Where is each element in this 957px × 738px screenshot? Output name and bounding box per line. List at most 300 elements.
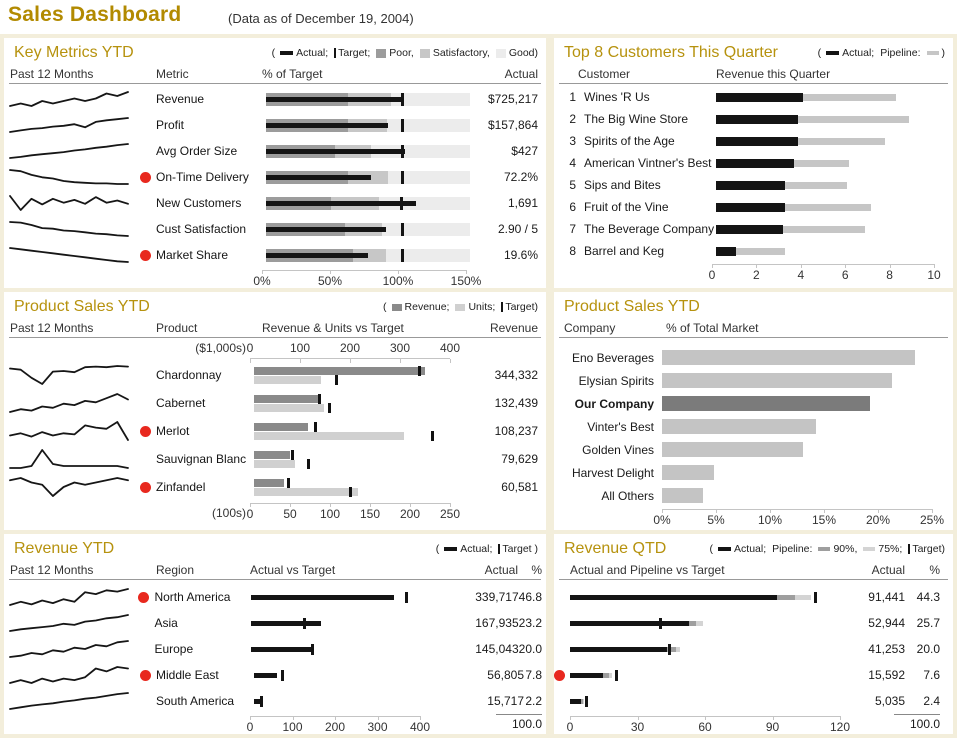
region-row xyxy=(554,584,953,610)
sparkline xyxy=(8,168,130,186)
customer-name: Wines 'R Us xyxy=(584,90,650,104)
column-headers xyxy=(554,561,953,579)
pct-value: 25.7 xyxy=(916,616,940,630)
alert-dot-icon xyxy=(140,670,151,681)
region-row xyxy=(4,584,546,610)
customer-row xyxy=(554,86,953,108)
header-divider xyxy=(559,83,948,84)
actual-bar xyxy=(716,225,783,234)
panel-product-sales-ytd xyxy=(4,292,546,530)
sparkline xyxy=(8,392,130,414)
bullet-graph xyxy=(266,197,470,210)
bullet-graph xyxy=(266,119,470,132)
legend-swatch-icon xyxy=(280,51,293,55)
revenue-units-bars xyxy=(254,478,454,497)
alert-dot-icon xyxy=(140,482,151,493)
panel-revenue-ytd xyxy=(4,534,546,734)
company-label: All Others xyxy=(601,488,654,503)
key-metric-row xyxy=(4,112,546,138)
actual-value: 339,717 xyxy=(475,590,519,604)
legend-item xyxy=(334,47,370,59)
company-label: Harvest Delight xyxy=(571,465,654,480)
company-row xyxy=(554,484,953,507)
market-share-bar xyxy=(662,396,870,411)
legend-item xyxy=(908,543,945,555)
actual-value: 1,691 xyxy=(507,196,538,210)
revenue-bar-track xyxy=(716,225,938,234)
region-row xyxy=(4,610,546,636)
column-headers xyxy=(4,561,546,579)
actual-pipeline-track xyxy=(570,696,840,707)
column-headers xyxy=(4,319,546,337)
target-tick xyxy=(400,197,403,210)
key-metric-row xyxy=(4,216,546,242)
actual-bar xyxy=(570,699,581,704)
col-past-12-months: Past 12 Months xyxy=(10,563,94,577)
key-metric-row xyxy=(4,138,546,164)
target-tick xyxy=(303,618,306,629)
col-past-12-months: Past 12 Months xyxy=(10,321,94,335)
legend-swatch-icon xyxy=(718,547,731,551)
pct-value: 44.3 xyxy=(916,590,940,604)
panel-market-share xyxy=(554,292,953,530)
panel-title: Key Metrics YTD xyxy=(14,44,134,61)
axis-unit-prefix: (100s) xyxy=(211,506,246,520)
legend-label: Pipeline: xyxy=(880,47,921,59)
market-share-bar xyxy=(662,373,892,388)
revenue-axis-top: ($1,000s) 0 100 200 300 400 xyxy=(250,340,450,359)
units-bar xyxy=(254,376,321,384)
customer-rank: 4 xyxy=(569,156,576,170)
revenue-value: 79,629 xyxy=(501,452,538,466)
region-row xyxy=(554,636,953,662)
region-label: Middle East xyxy=(156,668,219,682)
column-headers xyxy=(554,65,953,83)
header-divider xyxy=(559,337,948,338)
target-tick xyxy=(401,223,404,236)
actual-bar xyxy=(716,203,785,212)
legend-label: Target) xyxy=(912,543,945,555)
revenue-bar-track xyxy=(716,159,938,168)
customer-name: American Vintner's Best xyxy=(584,156,712,170)
company-label: Elysian Spirits xyxy=(578,373,654,388)
revenue-value: 132,439 xyxy=(494,396,538,410)
units-bar xyxy=(254,460,295,468)
region-label: North America xyxy=(154,590,231,604)
revenue-units-bars xyxy=(254,422,454,441)
revenue-bar-track xyxy=(716,247,938,256)
share-bar-track xyxy=(662,373,932,388)
target-tick xyxy=(311,644,314,655)
legend-label: Target) xyxy=(505,301,538,313)
actual-bar xyxy=(251,647,311,652)
product-row xyxy=(4,361,546,389)
panel-title: Revenue QTD xyxy=(564,540,667,557)
revenue-target-tick xyxy=(418,366,421,376)
sparkline xyxy=(8,476,130,498)
customer-row xyxy=(554,240,953,262)
legend-item xyxy=(880,47,920,59)
target-tick xyxy=(585,696,588,707)
revenue-target-tick xyxy=(318,394,321,404)
legend-open-paren: ( xyxy=(271,47,276,59)
actual-value: $725,217 xyxy=(487,92,538,106)
product-label: Chardonnay xyxy=(156,368,222,382)
company-label: Vinter's Best xyxy=(587,419,654,434)
region-row xyxy=(554,610,953,636)
customer-rank: 1 xyxy=(569,90,576,104)
legend-open-paren: ( xyxy=(383,301,387,313)
metric-label: Avg Order Size xyxy=(156,144,238,158)
pct-value: 20.0 xyxy=(518,642,542,656)
legend-swatch-icon xyxy=(376,49,386,58)
market-share-bar xyxy=(662,419,816,434)
header-divider xyxy=(9,337,541,338)
company-label: Our Company xyxy=(574,396,654,411)
pipeline-75-bar xyxy=(609,673,611,678)
column-headers xyxy=(4,65,546,83)
actual-bar xyxy=(266,175,371,180)
legend-label: Actual; xyxy=(460,543,493,555)
legend-swatch-icon xyxy=(826,51,839,55)
revenue-axis: 0 2 4 6 8 10 xyxy=(712,264,934,281)
actual-bar xyxy=(266,123,388,128)
actual-vs-target-track xyxy=(254,670,424,681)
company-row xyxy=(554,392,953,415)
actual-pipeline-track xyxy=(570,618,840,629)
units-bar xyxy=(254,488,358,496)
product-label: Zinfandel xyxy=(156,480,206,494)
sparkline xyxy=(8,142,130,160)
customer-name: The Beverage Company xyxy=(584,222,715,236)
region-row xyxy=(4,688,546,714)
revenue-axis: 0 30 60 90 120 xyxy=(570,716,840,733)
axis-unit-prefix: ($1,000s) xyxy=(195,341,246,355)
sparkline xyxy=(8,90,130,108)
company-label: Golden Vines xyxy=(582,442,654,457)
product-label: Sauvignan Blanc xyxy=(156,452,247,466)
company-row xyxy=(554,415,953,438)
col-past-12-months: Past 12 Months xyxy=(10,67,94,81)
key-metric-row xyxy=(4,86,546,112)
panel-top-customers xyxy=(554,38,953,288)
sparkline xyxy=(8,194,130,212)
col-actual-and-pipeline: Actual and Pipeline vs Target xyxy=(570,563,725,577)
col-company: Company xyxy=(564,321,616,335)
bullet-graph xyxy=(266,171,470,184)
actual-bar xyxy=(716,115,798,124)
pipeline-90-bar xyxy=(603,673,610,678)
legend-swatch-icon xyxy=(496,49,506,58)
sparkline xyxy=(8,364,130,386)
market-share-bar xyxy=(662,488,703,503)
legend-label: Units; xyxy=(468,301,496,313)
key-metric-row xyxy=(4,190,546,216)
customer-name: Spirits of the Age xyxy=(584,134,675,148)
actual-value: 15,592 xyxy=(868,668,905,682)
col-revenue: Revenue xyxy=(489,321,538,335)
actual-value: 56,805 xyxy=(487,668,524,682)
target-tick xyxy=(659,618,662,629)
col-pct: % xyxy=(929,563,940,577)
customer-name: Barrel and Keg xyxy=(584,244,665,258)
revenue-target-tick xyxy=(291,450,294,460)
company-row xyxy=(554,346,953,369)
revenue-value: 108,237 xyxy=(494,424,538,438)
pct-value: 2.2 xyxy=(525,694,542,708)
col-actual: Actual xyxy=(484,563,518,577)
alert-dot-icon xyxy=(140,426,151,437)
actual-value: $157,864 xyxy=(487,118,538,132)
col-actual: Actual xyxy=(871,563,905,577)
actual-value: 72.2% xyxy=(503,170,538,184)
pct-total: 100.0 xyxy=(496,714,542,731)
revenue-units-bars xyxy=(254,366,454,385)
legend-item xyxy=(826,47,874,59)
actual-value: 91,441 xyxy=(868,590,905,604)
col-actual: Actual xyxy=(504,67,538,81)
customer-row xyxy=(554,130,953,152)
pct-value: 2.4 xyxy=(923,694,940,708)
customer-rank: 7 xyxy=(569,222,576,236)
region-label: South America xyxy=(156,694,235,708)
actual-bar xyxy=(570,647,667,652)
product-row xyxy=(4,417,546,445)
revenue-value: 60,581 xyxy=(501,480,538,494)
share-bar-track xyxy=(662,396,932,411)
actual-value: 5,035 xyxy=(874,694,905,708)
key-metric-row xyxy=(4,242,546,268)
sparkline xyxy=(8,220,130,238)
product-row xyxy=(4,389,546,417)
legend-item xyxy=(863,543,902,555)
legend-item xyxy=(455,301,495,313)
actual-pipeline-track xyxy=(570,592,840,603)
region-row xyxy=(554,688,953,714)
customer-rank: 8 xyxy=(569,244,576,258)
revenue-axis: 0 100 200 300 400 xyxy=(250,716,420,733)
metric-label: Revenue xyxy=(156,92,205,106)
actual-value: 2.90 / 5 xyxy=(497,222,538,236)
pipeline-75-bar xyxy=(795,595,811,600)
sparkline xyxy=(8,420,130,442)
units-target-tick xyxy=(335,375,338,385)
share-bar-track xyxy=(662,350,932,365)
revenue-target-tick xyxy=(314,422,317,432)
revenue-target-tick xyxy=(287,478,290,488)
revenue-bar-track xyxy=(716,137,938,146)
units-bar xyxy=(254,404,324,412)
region-row xyxy=(554,662,953,688)
pct-value: 46.8 xyxy=(518,590,542,604)
target-tick xyxy=(615,670,618,681)
legend-item xyxy=(818,543,857,555)
units-bar xyxy=(254,432,404,440)
actual-value: 167,935 xyxy=(475,616,519,630)
legend-label: Target ) xyxy=(502,543,538,555)
product-label: Merlot xyxy=(156,424,190,438)
actual-bar xyxy=(570,673,603,678)
header-divider xyxy=(9,83,541,84)
revenue-units-bars xyxy=(254,450,454,469)
product-label: Cabernet xyxy=(156,396,206,410)
units-target-tick xyxy=(349,487,352,497)
legend-swatch-icon xyxy=(334,48,336,58)
col-actual-vs-target: Actual vs Target xyxy=(250,563,336,577)
pipeline-75-bar xyxy=(676,647,681,652)
customer-rank: 3 xyxy=(569,134,576,148)
target-tick xyxy=(260,696,263,707)
region-row xyxy=(4,636,546,662)
actual-bar xyxy=(254,699,260,704)
legend-item xyxy=(376,47,414,59)
actual-bar xyxy=(716,159,794,168)
col-product: Product xyxy=(156,321,198,335)
customer-name: Fruit of the Vine xyxy=(584,200,669,214)
actual-pipeline-track xyxy=(570,644,840,655)
revenue-bar-track xyxy=(716,93,938,102)
actual-bar xyxy=(251,595,394,600)
units-target-tick xyxy=(431,431,434,441)
legend-item xyxy=(501,301,538,313)
actual-vs-target-track xyxy=(251,592,419,603)
alert-dot-icon xyxy=(554,670,565,681)
actual-bar xyxy=(716,247,736,256)
target-tick xyxy=(401,93,404,106)
legend-open-paren: ( xyxy=(435,543,440,555)
metric-label: Market Share xyxy=(156,248,229,262)
metric-label: New Customers xyxy=(156,196,242,210)
metric-label: Cust Satisfaction xyxy=(156,222,247,236)
legend-swatch-icon xyxy=(444,547,457,551)
actual-bar xyxy=(266,149,405,154)
actual-value: 145,043 xyxy=(475,642,519,656)
actual-bar xyxy=(716,137,798,146)
actual-value: 15,717 xyxy=(487,694,524,708)
actual-pipeline-track xyxy=(570,670,840,681)
target-tick xyxy=(281,670,284,681)
col-pct-total-market: % of Total Market xyxy=(666,321,759,335)
legend-label: Revenue; xyxy=(404,301,450,313)
customer-row xyxy=(554,108,953,130)
units-target-tick xyxy=(307,459,310,469)
actual-vs-target-track xyxy=(254,696,424,707)
pct-value: 23.2 xyxy=(518,616,542,630)
market-share-bar xyxy=(662,465,714,480)
data-as-of-subtitle: (Data as of December 19, 2004) xyxy=(228,11,414,26)
key-metric-row xyxy=(4,164,546,190)
alert-dot-icon xyxy=(138,592,149,603)
target-tick xyxy=(401,145,404,158)
legend-label: Poor, xyxy=(389,47,414,59)
panel-title: Revenue YTD xyxy=(14,540,115,557)
sparkline xyxy=(8,246,130,264)
header-divider xyxy=(559,579,948,580)
col-customer: Customer xyxy=(578,67,631,81)
panel-title: Product Sales YTD xyxy=(14,298,150,315)
customer-row xyxy=(554,152,953,174)
legend-swatch-icon xyxy=(392,304,402,311)
share-axis: 0% 5% 10% 15% 20% 25% xyxy=(662,509,932,526)
legend-item xyxy=(420,47,490,59)
legend-swatch-icon xyxy=(908,544,910,554)
revenue-bar-track xyxy=(716,181,938,190)
panel-title: Product Sales YTD xyxy=(564,298,700,315)
column-headers xyxy=(554,319,953,337)
units-target-tick xyxy=(328,403,331,413)
panel-legend xyxy=(436,543,538,555)
dashboard-header xyxy=(0,0,957,34)
company-row xyxy=(554,369,953,392)
col-pct: % xyxy=(531,563,542,577)
legend-item xyxy=(772,543,812,555)
bullet-graph xyxy=(266,249,470,262)
actual-bar xyxy=(266,97,403,102)
col-pct-of-target: % of Target xyxy=(262,67,323,81)
actual-bar xyxy=(266,253,368,258)
col-region: Region xyxy=(156,563,195,577)
share-bar-track xyxy=(662,419,932,434)
sparkline xyxy=(8,639,130,659)
share-bar-track xyxy=(662,465,932,480)
revenue-bar xyxy=(254,367,425,375)
actual-bar xyxy=(266,201,416,206)
pct-value: 7.8 xyxy=(525,668,542,682)
legend-label: 90%, xyxy=(833,543,858,555)
bullet-graph xyxy=(266,145,470,158)
revenue-bar xyxy=(254,395,318,403)
share-bar-track xyxy=(662,442,932,457)
actual-value: $427 xyxy=(511,144,538,158)
actual-bar xyxy=(254,673,277,678)
pipeline-75-bar xyxy=(696,621,703,626)
region-label: Asia xyxy=(154,616,178,630)
revenue-bar-track xyxy=(716,203,938,212)
actual-bar xyxy=(716,93,803,102)
percent-axis: 0% 50% 100% 150% xyxy=(262,270,466,287)
legend-item xyxy=(927,47,946,59)
panel-legend xyxy=(272,47,538,59)
legend-open-paren: ( xyxy=(709,543,714,555)
legend-item xyxy=(444,543,492,555)
revenue-bar-track xyxy=(716,115,938,124)
legend-label: Actual; xyxy=(842,47,875,59)
legend-swatch-icon xyxy=(818,547,830,551)
metric-label: On-Time Delivery xyxy=(156,170,249,184)
page-title: Sales Dashboard xyxy=(8,3,182,26)
customer-rank: 2 xyxy=(569,112,576,126)
region-row xyxy=(4,662,546,688)
legend-swatch-icon xyxy=(927,51,939,55)
metric-label: Profit xyxy=(156,118,185,132)
target-tick xyxy=(668,644,671,655)
panel-revenue-qtd xyxy=(554,534,953,734)
panel-legend xyxy=(383,301,538,313)
actual-vs-target-track xyxy=(251,644,419,655)
sparkline xyxy=(8,116,130,134)
pipeline-90-bar xyxy=(777,595,795,600)
target-tick xyxy=(401,171,404,184)
legend-label: Satisfactory, xyxy=(432,47,490,59)
actual-value: 52,944 xyxy=(868,616,905,630)
legend-item xyxy=(498,543,538,555)
company-label: Eno Beverages xyxy=(571,350,654,365)
legend-swatch-icon xyxy=(863,547,875,551)
panel-legend xyxy=(710,543,945,555)
share-bar-track xyxy=(662,488,932,503)
product-row xyxy=(4,445,546,473)
target-tick xyxy=(401,249,404,262)
